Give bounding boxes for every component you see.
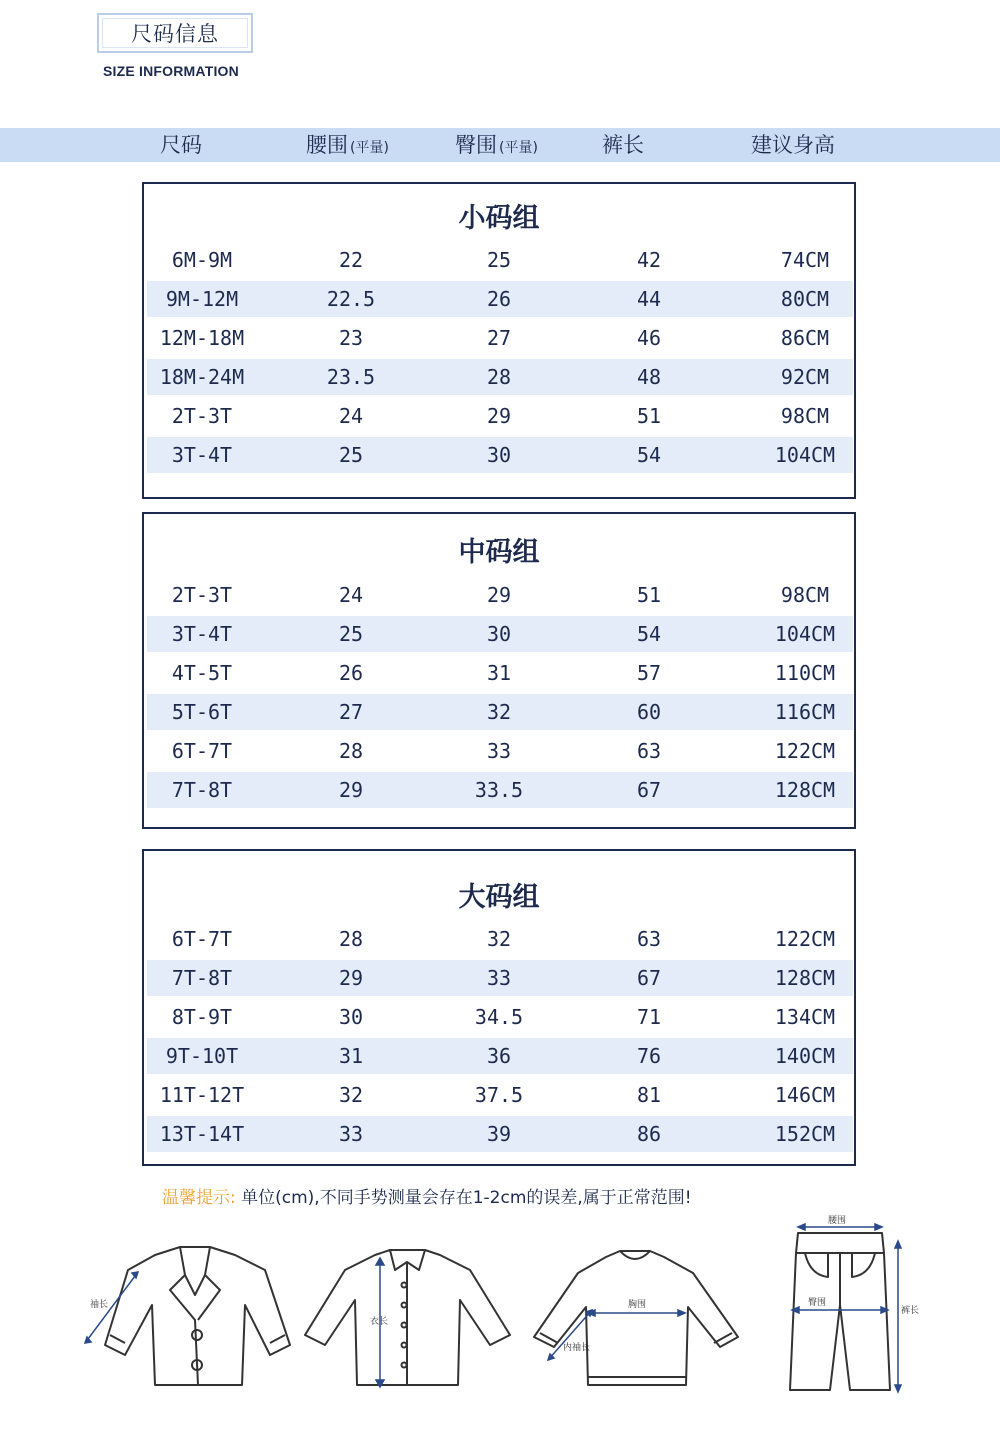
cell-size: 4T-5T: [171, 661, 233, 685]
shirt-diagram: [300, 1240, 515, 1390]
cell-height: 128CM: [774, 966, 836, 990]
table-row: [147, 242, 853, 278]
label-chest: 胸围: [628, 1300, 647, 1310]
cell-size: 2T-3T: [171, 583, 233, 607]
cell-size: 7T-8T: [171, 778, 233, 802]
cell-hip: 33.5: [474, 778, 524, 802]
label-sleeve: 袖长: [90, 1300, 109, 1310]
group-title: 小码组: [458, 203, 540, 234]
header-size: 尺码: [160, 133, 202, 157]
header-waist: 腰围 (平量): [306, 133, 389, 157]
cell-length: 86: [636, 1122, 662, 1146]
cell-size: 6T-7T: [171, 927, 233, 951]
section-subtitle: SIZE INFORMATION: [103, 63, 239, 79]
cell-waist: 25: [338, 622, 364, 646]
cell-size: 11T-12T: [159, 1083, 245, 1107]
label-inner-sleeve: 内袖长: [563, 1343, 591, 1353]
cell-waist: 28: [338, 927, 364, 951]
cell-waist: 30: [338, 1005, 364, 1029]
cell-size: 7T-8T: [171, 966, 233, 990]
cell-waist: 22: [338, 248, 364, 272]
table-row: [147, 359, 853, 395]
cell-height: 80CM: [780, 287, 830, 311]
cell-length: 44: [636, 287, 662, 311]
cell-height: 152CM: [774, 1122, 836, 1146]
cell-hip: 32: [486, 700, 512, 724]
cell-size: 8T-9T: [171, 1005, 233, 1029]
cell-height: 134CM: [774, 1005, 836, 1029]
tip-label: 温馨提示:: [162, 1188, 236, 1208]
table-row: [147, 999, 853, 1035]
cell-size: 2T-3T: [171, 404, 233, 428]
label-body-length: 衣长: [370, 1317, 389, 1327]
cell-hip: 36: [486, 1044, 512, 1068]
cell-height: 110CM: [774, 661, 836, 685]
size-group-small: [142, 182, 856, 499]
cell-size: 6T-7T: [171, 739, 233, 763]
cell-waist: 31: [338, 1044, 364, 1068]
cell-length: 60: [636, 700, 662, 724]
table-row: [147, 437, 853, 473]
size-group-medium: [142, 512, 856, 829]
table-row: [147, 616, 853, 652]
table-row: [147, 577, 853, 613]
cell-hip: 39: [486, 1122, 512, 1146]
cell-height: 122CM: [774, 739, 836, 763]
cell-waist: 29: [338, 778, 364, 802]
cell-size: 3T-4T: [171, 622, 233, 646]
cell-height: 116CM: [774, 700, 836, 724]
cell-size: 3T-4T: [171, 443, 233, 467]
cell-length: 54: [636, 622, 662, 646]
cell-length: 42: [636, 248, 662, 272]
cell-length: 63: [636, 739, 662, 763]
cell-hip: 28: [486, 365, 512, 389]
table-row: [147, 1116, 853, 1152]
cell-size: 9T-10T: [165, 1044, 239, 1068]
cell-length: 51: [636, 404, 662, 428]
measurement-tip: [162, 1183, 692, 1208]
cell-length: 71: [636, 1005, 662, 1029]
cell-height: 98CM: [780, 583, 830, 607]
cell-size: 13T-14T: [159, 1122, 245, 1146]
cell-waist: 24: [338, 404, 364, 428]
table-row: [147, 281, 853, 317]
table-row: [147, 921, 853, 957]
tip-text: 单位(cm),不同手势测量会存在1-2cm的误差,属于正常范围!: [241, 1188, 692, 1208]
section-title: 尺码信息: [131, 22, 219, 46]
table-row: [147, 655, 853, 691]
cell-waist: 29: [338, 966, 364, 990]
size-group-large: [142, 849, 856, 1166]
table-row: [147, 960, 853, 996]
cell-height: 104CM: [774, 443, 836, 467]
cell-height: 74CM: [780, 248, 830, 272]
cell-hip: 33: [486, 966, 512, 990]
jacket-diagram: [70, 1235, 300, 1390]
cell-size: 12M-18M: [159, 326, 245, 350]
table-row: [147, 733, 853, 769]
section-title-box: [97, 13, 253, 53]
cell-waist: 26: [338, 661, 364, 685]
cell-length: 76: [636, 1044, 662, 1068]
cell-waist: 22.5: [326, 287, 376, 311]
sweater-diagram: [528, 1245, 743, 1395]
cell-height: 128CM: [774, 778, 836, 802]
cell-waist: 28: [338, 739, 364, 763]
header-length: 裤长: [602, 133, 644, 157]
cell-size: 18M-24M: [159, 365, 245, 389]
cell-length: 57: [636, 661, 662, 685]
cell-size: 5T-6T: [171, 700, 233, 724]
cell-length: 67: [636, 966, 662, 990]
cell-hip: 27: [486, 326, 512, 350]
cell-hip: 33: [486, 739, 512, 763]
cell-height: 140CM: [774, 1044, 836, 1068]
cell-length: 51: [636, 583, 662, 607]
cell-height: 146CM: [774, 1083, 836, 1107]
cell-hip: 31: [486, 661, 512, 685]
pants-diagram: [770, 1215, 930, 1395]
cell-waist: 32: [338, 1083, 364, 1107]
cell-size: 6M-9M: [171, 248, 233, 272]
cell-length: 48: [636, 365, 662, 389]
table-row: [147, 1038, 853, 1074]
cell-height: 122CM: [774, 927, 836, 951]
cell-length: 63: [636, 927, 662, 951]
table-header: [0, 128, 1000, 162]
cell-waist: 23: [338, 326, 364, 350]
group-title: 中码组: [458, 537, 540, 568]
cell-height: 92CM: [780, 365, 830, 389]
cell-length: 81: [636, 1083, 662, 1107]
cell-length: 67: [636, 778, 662, 802]
table-row: [147, 772, 853, 808]
cell-length: 46: [636, 326, 662, 350]
table-row: [147, 1077, 853, 1113]
cell-hip: 30: [486, 622, 512, 646]
table-row: [147, 398, 853, 434]
table-row: [147, 320, 853, 356]
cell-waist: 33: [338, 1122, 364, 1146]
cell-waist: 24: [338, 583, 364, 607]
cell-hip: 29: [486, 404, 512, 428]
label-waist: 腰围: [828, 1216, 847, 1226]
label-hip: 臀围: [808, 1298, 827, 1308]
cell-hip: 37.5: [474, 1083, 524, 1107]
cell-size: 9M-12M: [165, 287, 239, 311]
header-height: 建议身高: [751, 133, 835, 157]
cell-hip: 26: [486, 287, 512, 311]
cell-hip: 34.5: [474, 1005, 524, 1029]
table-row: [147, 694, 853, 730]
cell-waist: 25: [338, 443, 364, 467]
label-pants-length: 裤长: [901, 1306, 920, 1316]
cell-hip: 25: [486, 248, 512, 272]
cell-waist: 27: [338, 700, 364, 724]
cell-height: 86CM: [780, 326, 830, 350]
cell-height: 104CM: [774, 622, 836, 646]
header-hip: 臀围 (平量): [455, 133, 538, 157]
cell-hip: 32: [486, 927, 512, 951]
cell-hip: 30: [486, 443, 512, 467]
cell-length: 54: [636, 443, 662, 467]
cell-height: 98CM: [780, 404, 830, 428]
cell-waist: 23.5: [326, 365, 376, 389]
group-title: 大码组: [458, 882, 540, 913]
cell-hip: 29: [486, 583, 512, 607]
